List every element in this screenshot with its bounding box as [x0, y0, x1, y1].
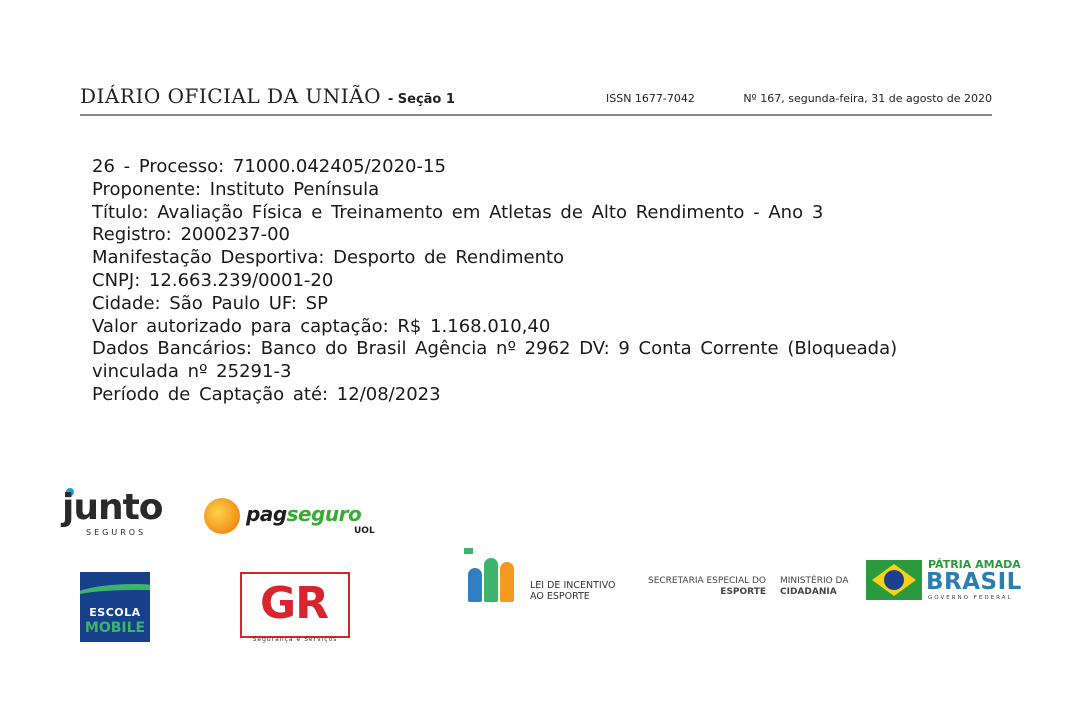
brasil-line-3: GOVERNO FEDERAL — [928, 595, 1013, 601]
escola-text: ESCOLA — [89, 606, 141, 619]
brasil-line-2: BRASIL — [926, 569, 1022, 595]
mobile-text: MOBILE — [84, 620, 146, 636]
ministerio-cidadania-logo — [780, 576, 848, 598]
entry-line: Registro: 2000237-00 — [92, 224, 291, 246]
lei-line-2: AO ESPORTE — [530, 591, 590, 602]
wave-icon — [80, 584, 150, 608]
seguro-text: seguro — [286, 502, 362, 526]
patria-amada-brasil-logo — [866, 558, 1026, 602]
entry-line: Cidade: São Paulo UF: SP — [92, 292, 328, 314]
edition-date: Nº 167, segunda-feira, 31 de agosto de 2020 — [743, 92, 992, 105]
entry-line: vinculada nº 25291-3 — [92, 361, 292, 383]
ministerio-line-1: MINISTÉRIO DA — [780, 576, 849, 586]
junto-seguros-logo — [60, 488, 180, 540]
lei-line-1: LEI DE INCENTIVO — [530, 580, 616, 591]
section-label: - Seção 1 — [387, 92, 455, 107]
lei-incentivo-logo — [462, 546, 622, 606]
entry-line: CNPJ: 12.663.239/0001-20 — [92, 269, 334, 291]
brazil-flag-icon — [464, 548, 473, 554]
escola-mobile-logo — [80, 572, 150, 642]
brasil-line-1: PÁTRIA AMADA — [928, 558, 1021, 571]
process-entry — [92, 156, 972, 407]
uol-text: UOL — [354, 526, 375, 536]
pagseguro-logo — [204, 498, 384, 538]
entry-line: Período de Captação até: 12/08/2023 — [92, 383, 441, 405]
gr-wordmark: GR — [260, 578, 328, 629]
entry-line: Título: Avaliação Física e Treinamento em Atletas de Alto Rendimento - Ano 3 — [92, 201, 824, 223]
gr-tagline: Segurança e Serviços — [252, 636, 338, 643]
secretaria-line-1: SECRETARIA ESPECIAL DO — [647, 576, 766, 586]
entry-line: Valor autorizado para captação: R$ 1.168.010,40 — [92, 315, 551, 337]
lei-text — [530, 580, 616, 602]
athlete-figure-icon — [468, 568, 482, 602]
secretaria-line-2: ESPORTE — [720, 587, 766, 597]
gr-logo — [240, 572, 350, 644]
pagseguro-wordmark — [246, 502, 361, 526]
entry-line: Proponente: Instituto Península — [92, 178, 380, 200]
secretaria-esporte-logo — [646, 576, 766, 598]
pag-text: pag — [246, 502, 287, 526]
entry-line: Dados Bancários: Banco do Brasil Agência nº 2962 DV: 9 Conta Corrente (Bloqueada) — [92, 338, 898, 360]
entry-line: 26 - Processo: 71000.042405/2020-15 — [92, 156, 446, 177]
athlete-figure-icon — [500, 562, 514, 602]
entry-line: Manifestação Desportiva: Desporto de Rendimento — [92, 247, 565, 269]
flag-circle — [884, 570, 904, 590]
ministerio-line-2: CIDADANIA — [780, 587, 837, 597]
junto-subtitle: SEGUROS — [86, 528, 147, 537]
junto-wordmark: junto — [62, 487, 163, 528]
issn: ISSN 1677-7042 — [606, 92, 695, 105]
journal-title — [80, 84, 455, 108]
pagseguro-ball-icon — [204, 498, 240, 534]
athlete-figure-icon — [484, 558, 498, 602]
journal-header — [80, 80, 992, 116]
journal-name: DIÁRIO OFICIAL DA UNIÃO — [80, 84, 381, 108]
brazil-flag-icon — [866, 560, 922, 600]
